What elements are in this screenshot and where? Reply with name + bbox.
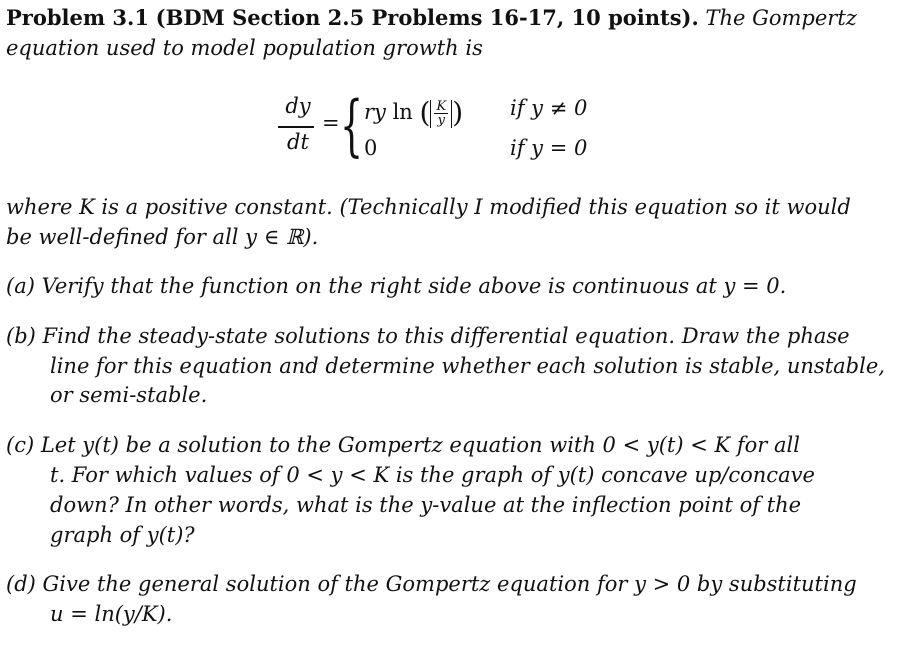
ln-operator: ln: [392, 100, 413, 124]
case-one-prefix: ry: [364, 100, 386, 124]
part-c-line-4: graph of y(t)?: [50, 523, 195, 547]
problem-source: (BDM Section 2.5 Problems 16-17, 10 points).: [155, 5, 699, 30]
problem-heading-line: [6, 4, 857, 32]
part-c-line-2: t. For which values of 0 < y < K is the graph of y(t) concave up/concave: [50, 463, 815, 487]
part-b-line-3: or semi-stable.: [50, 383, 208, 407]
k-over-y-fraction: [434, 100, 448, 127]
fraction-bar: [278, 126, 314, 128]
case-one-expression: [364, 96, 463, 129]
equals-sign: =: [322, 111, 340, 135]
part-b-line-1: (b) Find the steady-state solutions to this differential equation. Draw the phase: [6, 324, 850, 348]
left-paren: (: [419, 96, 431, 129]
problem-intro-2: equation used to model population growth is: [6, 36, 483, 60]
case-two-condition: if y = 0: [510, 136, 588, 160]
gompertz-equation: [270, 88, 610, 168]
cases-brace: {: [340, 87, 364, 164]
fraction-top: K: [436, 98, 447, 114]
part-b-line-2: line for this equation and determine whether each solution is stable, unstable,: [50, 354, 885, 378]
part-d-line-1: (d) Give the general solution of the Gompertz equation for y > 0 by substituting: [6, 572, 857, 596]
right-paren: ): [452, 96, 464, 129]
part-a-line-1: (a) Verify that the function on the right side above is continuous at y = 0.: [6, 274, 787, 298]
problem-number: Problem 3.1: [6, 5, 149, 30]
absolute-value: [430, 100, 452, 128]
case-one-condition: if y ≠ 0: [510, 96, 588, 120]
fraction-bottom: y: [437, 112, 445, 128]
derivative-numerator: dy: [285, 94, 311, 118]
part-d-line-2: u = ln(y/K).: [50, 602, 173, 626]
problem-intro-1: The Gompertz: [705, 6, 857, 30]
body-line-2: be well-defined for all y ∈ ℝ).: [6, 225, 319, 249]
body-line-1: where K is a positive constant. (Technically I modified this equation so it would: [6, 195, 851, 219]
part-c-line-1: (c) Let y(t) be a solution to the Gompertz equation with 0 < y(t) < K for all: [6, 433, 800, 457]
derivative-denominator: dt: [287, 130, 309, 154]
case-two-value: 0: [364, 136, 378, 160]
part-c-line-3: down? In other words, what is the y-value at the inflection point of the: [50, 493, 802, 517]
